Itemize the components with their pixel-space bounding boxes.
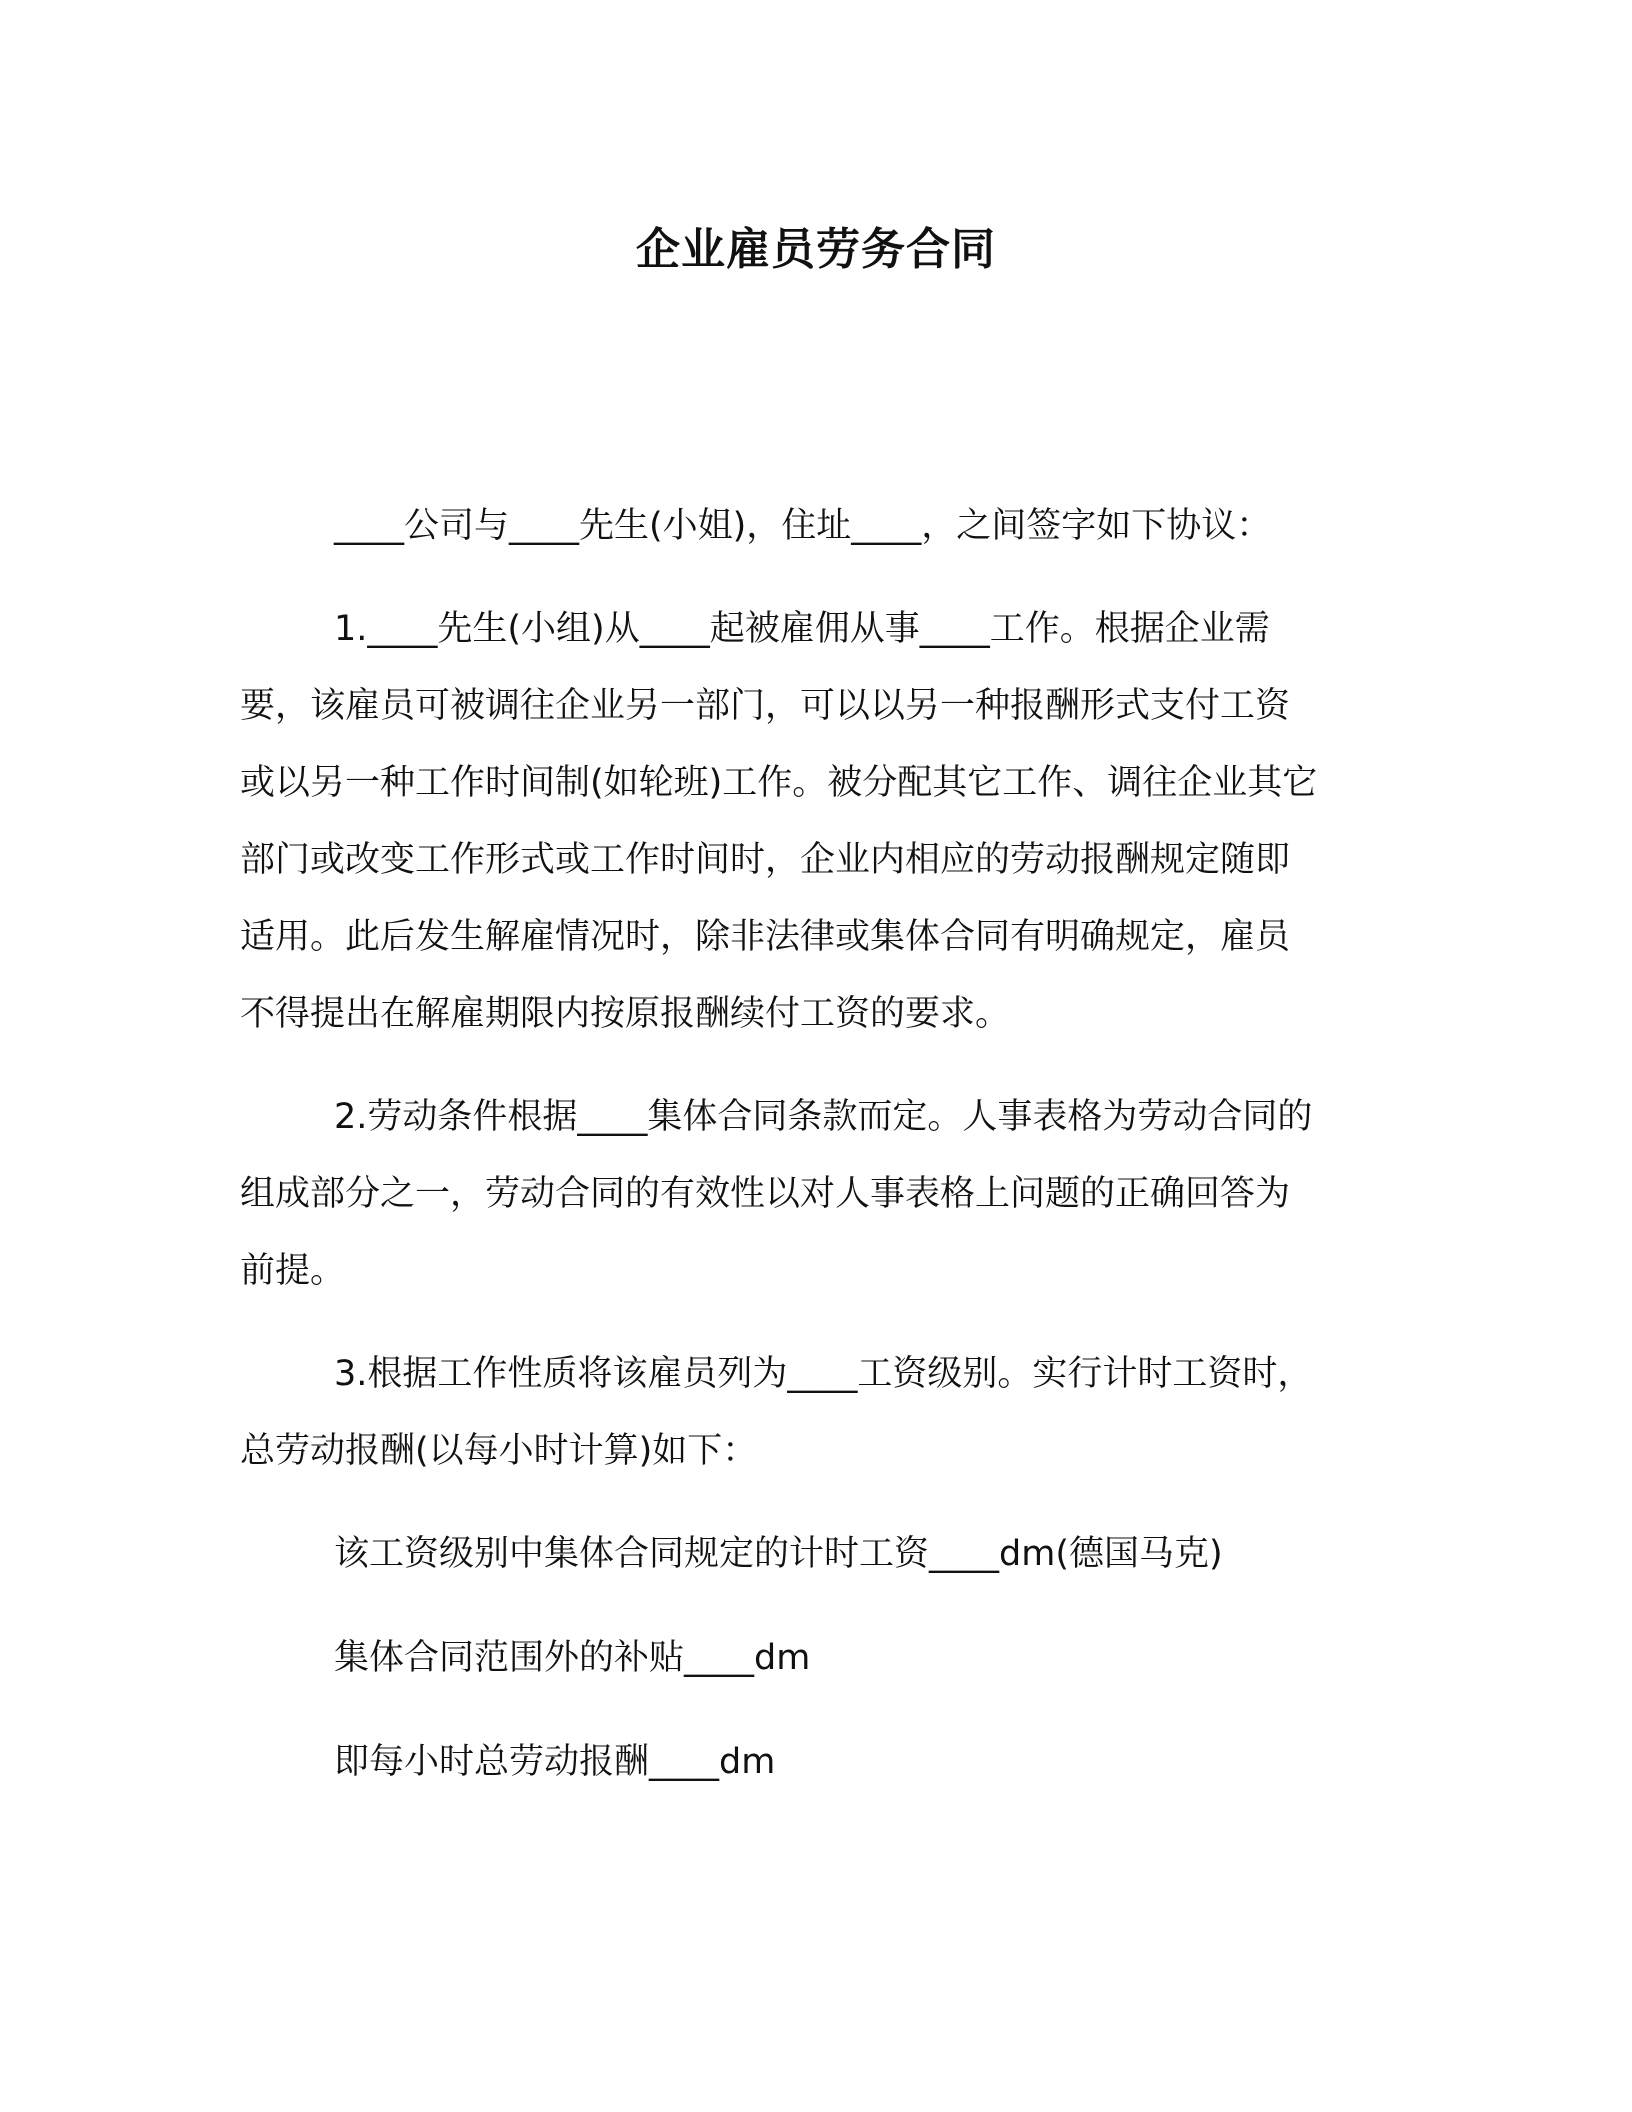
intro-paragraph: ____公司与____先生(小姐)，住址____，之间签字如下协议： — [334, 506, 1272, 546]
clause-3-line: 3.根据工作性质将该雇员列为____工资级别。实行计时工资时， — [334, 1354, 1313, 1394]
document-body — [240, 488, 1380, 1828]
wage-item-total: 即每小时总劳动报酬____dm — [334, 1742, 776, 1782]
clause-2-line: 2.劳动条件根据____集体合同条款而定。人事表格为劳动合同的 — [334, 1097, 1313, 1137]
clause-1-line: 适用。此后发生解雇情况时，除非法律或集体合同有明确规定，雇员 — [240, 917, 1291, 957]
clause-1-line: 部门或改变工作形式或工作时间时，企业内相应的劳动报酬规定随即 — [240, 840, 1291, 880]
clause-3-line: 总劳动报酬(以每小时计算)如下： — [240, 1431, 758, 1471]
clause-1-line: 1.____先生(小组)从____起被雇佣从事____工作。根据企业需 — [334, 609, 1270, 649]
document-title: 企业雇员劳务合同 — [636, 224, 996, 275]
clause-2-line: 前提。 — [240, 1251, 346, 1291]
clause-2-line: 组成部分之一，劳动合同的有效性以对人事表格上问题的正确回答为 — [240, 1174, 1291, 1214]
clause-3 — [240, 1336, 1380, 1490]
clause-2 — [240, 1079, 1380, 1310]
clause-1-line: 要，该雇员可被调往企业另一部门，可以以另一种报酬形式支付工资 — [240, 686, 1291, 726]
wage-item-allowance: 集体合同范围外的补贴____dm — [334, 1638, 811, 1678]
clause-1-line: 不得提出在解雇期限内按原报酬续付工资的要求。 — [240, 994, 1011, 1034]
wage-item-hourly: 该工资级别中集体合同规定的计时工资____dm(德国马克) — [334, 1534, 1223, 1574]
clause-1 — [240, 591, 1380, 1053]
clause-1-line: 或以另一种工作时间制(如轮班)工作。被分配其它工作、调往企业其它 — [240, 763, 1318, 803]
